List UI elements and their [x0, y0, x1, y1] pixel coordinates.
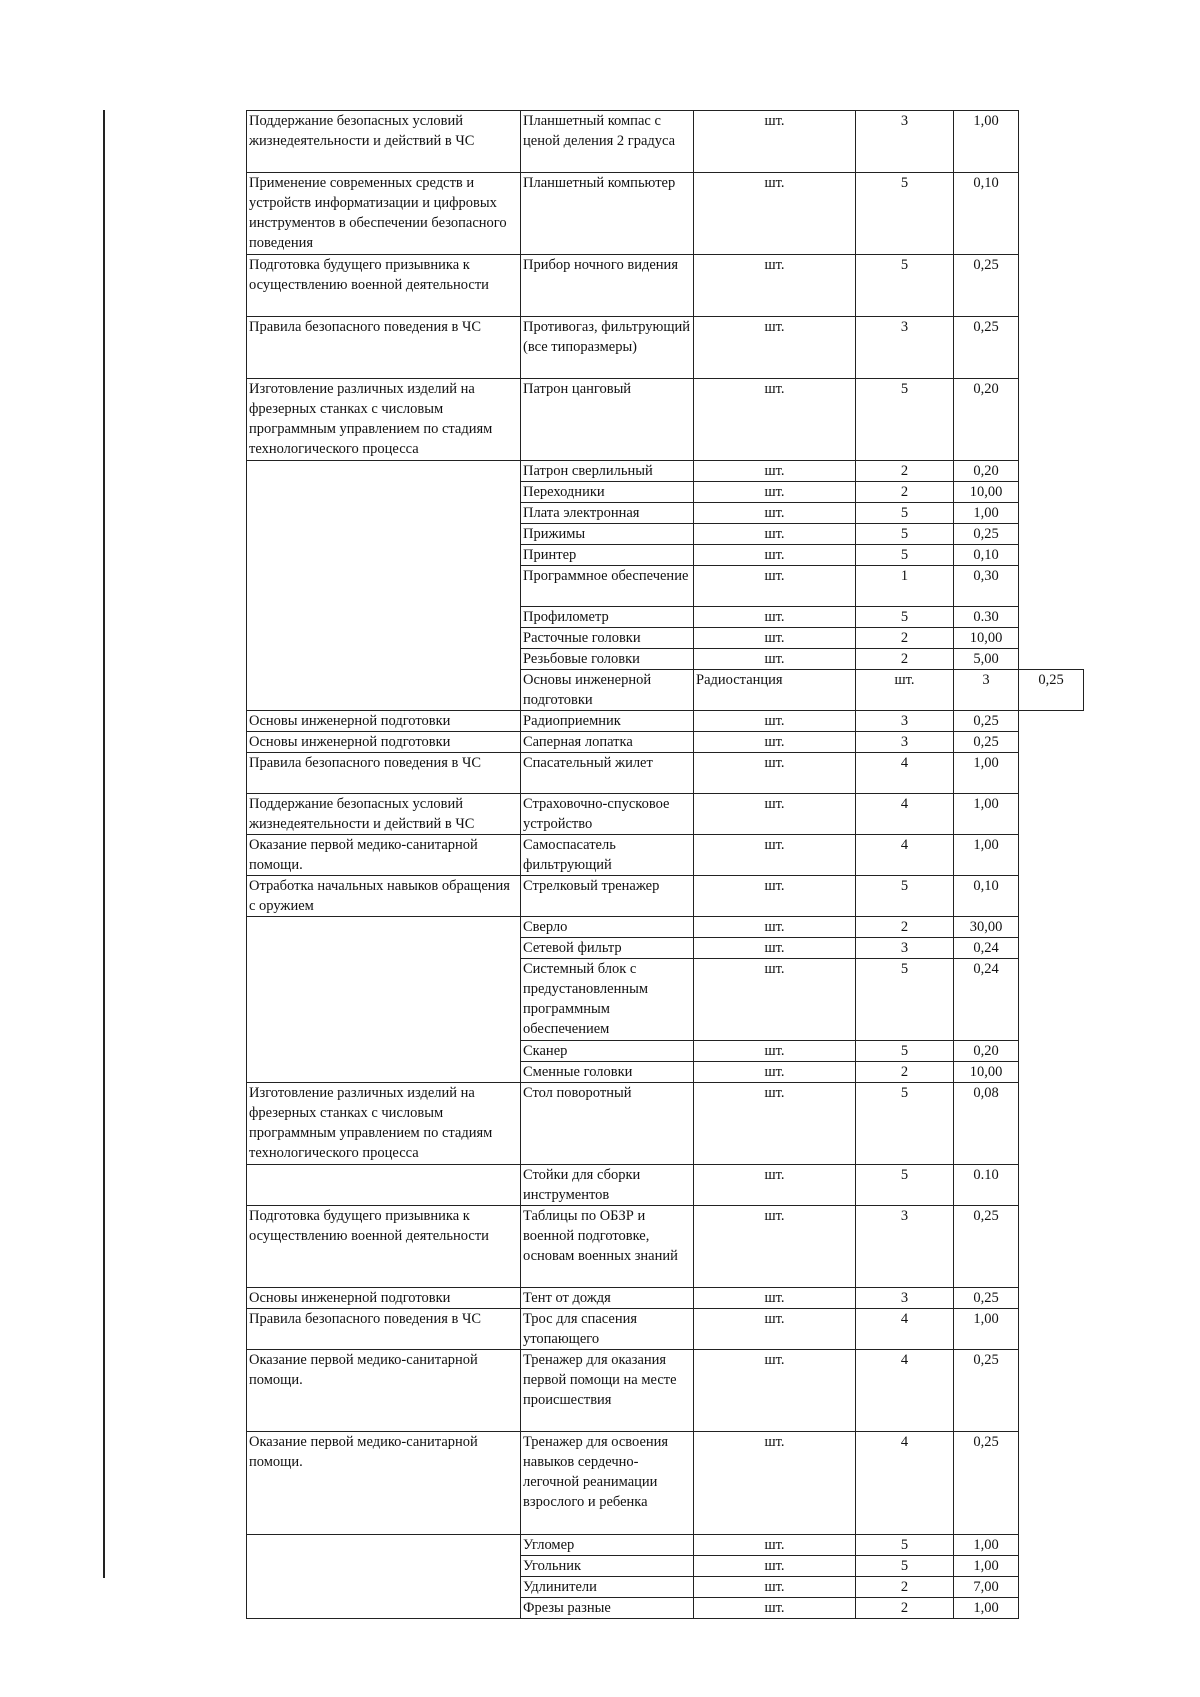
table-row	[247, 917, 1084, 938]
cell-unit: шт.	[694, 607, 856, 628]
cell-unit: шт.	[856, 670, 954, 711]
cell-unit: шт.	[694, 503, 856, 524]
cell-coefficient: 0,24	[954, 938, 1019, 959]
cell-topic: Изготовление различных изделий на фрезерных станках с числовым программным управлением по стадиям технологического процесса	[247, 379, 521, 461]
table-row	[247, 111, 1084, 173]
cell-quantity: 4	[856, 753, 954, 794]
cell-item: Тренажер для освоения навыков сердечно-легочной реанимации взрослого и ребенка	[521, 1432, 694, 1535]
cell-item: Системный блок с предустановленным программным обеспечением	[521, 959, 694, 1041]
cell-item: Фрезы разные	[521, 1598, 694, 1619]
cell-unit: шт.	[694, 1083, 856, 1165]
cell-topic: Правила безопасного поведения в ЧС	[247, 1309, 521, 1350]
cell-item: Трос для спасения утопающего	[521, 1309, 694, 1350]
table-row	[247, 255, 1084, 317]
cell-unit: шт.	[694, 938, 856, 959]
cell-coefficient: 5,00	[954, 649, 1019, 670]
table-row	[247, 732, 1084, 753]
cell-topic: Основы инженерной подготовки	[247, 711, 521, 732]
cell-quantity: 5	[856, 173, 954, 255]
cell-coefficient: 0.30	[954, 607, 1019, 628]
cell-quantity: 4	[856, 835, 954, 876]
cell-coefficient: 0,25	[954, 317, 1019, 379]
cell-item: Программное обеспечение	[521, 566, 694, 607]
cell-quantity: 3	[856, 1288, 954, 1309]
cell-quantity: 2	[856, 628, 954, 649]
cell-item: Сетевой фильтр	[521, 938, 694, 959]
table-row	[247, 876, 1084, 917]
cell-item: Сверло	[521, 917, 694, 938]
cell-coefficient: 1,00	[954, 1598, 1019, 1619]
table-row	[247, 1165, 1084, 1206]
table-row	[247, 1432, 1084, 1535]
cell-coefficient: 0,20	[954, 1041, 1019, 1062]
cell-coefficient: 1,00	[954, 1556, 1019, 1577]
table-row	[247, 1535, 1084, 1556]
cell-unit: шт.	[694, 649, 856, 670]
table-row	[247, 711, 1084, 732]
cell-coefficient: 1,00	[954, 835, 1019, 876]
cell-item: Стол поворотный	[521, 1083, 694, 1165]
cell-coefficient: 0,20	[954, 379, 1019, 461]
cell-item: Планшетный компас с ценой деления 2 градуса	[521, 111, 694, 173]
cell-item: Стрелковый тренажер	[521, 876, 694, 917]
cell-topic	[247, 1535, 521, 1619]
cell-unit: шт.	[694, 482, 856, 503]
cell-coefficient: 10,00	[954, 482, 1019, 503]
table-row	[247, 1309, 1084, 1350]
cell-coefficient: 10,00	[954, 628, 1019, 649]
cell-unit: шт.	[694, 317, 856, 379]
cell-item: Сменные головки	[521, 1062, 694, 1083]
cell-item: Тент от дождя	[521, 1288, 694, 1309]
cell-unit: шт.	[694, 959, 856, 1041]
cell-item: Страховочно-спусковое устройство	[521, 794, 694, 835]
cell-unit: шт.	[694, 1577, 856, 1598]
cell-quantity: 3	[954, 670, 1019, 711]
cell-unit: шт.	[694, 732, 856, 753]
cell-quantity: 4	[856, 794, 954, 835]
cell-item: Спасательный жилет	[521, 753, 694, 794]
cell-topic: Подготовка будущего призывника к осуществлению военной деятельности	[247, 1206, 521, 1288]
cell-coefficient: 0,08	[954, 1083, 1019, 1165]
cell-quantity: 5	[856, 1165, 954, 1206]
cell-unit: шт.	[694, 566, 856, 607]
cell-coefficient: 0,25	[954, 255, 1019, 317]
table-row	[247, 173, 1084, 255]
cell-quantity: 5	[856, 503, 954, 524]
cell-quantity: 3	[856, 732, 954, 753]
cell-unit: шт.	[694, 255, 856, 317]
table-row	[247, 1083, 1084, 1165]
cell-coefficient: 0,24	[954, 959, 1019, 1041]
table-row	[247, 753, 1084, 794]
cell-unit: шт.	[694, 461, 856, 482]
cell-item: Прибор ночного видения	[521, 255, 694, 317]
cell-unit: шт.	[694, 1165, 856, 1206]
cell-coefficient: 1,00	[954, 503, 1019, 524]
cell-quantity: 2	[856, 461, 954, 482]
cell-quantity: 5	[856, 607, 954, 628]
cell-coefficient: 0.10	[954, 1165, 1019, 1206]
cell-coefficient: 10,00	[954, 1062, 1019, 1083]
cell-item: Прижимы	[521, 524, 694, 545]
cell-unit: шт.	[694, 1535, 856, 1556]
cell-unit: шт.	[694, 111, 856, 173]
cell-topic: Основы инженерной подготовки	[247, 1288, 521, 1309]
cell-unit: шт.	[694, 1309, 856, 1350]
cell-topic	[247, 1165, 521, 1206]
cell-coefficient: 1,00	[954, 794, 1019, 835]
cell-topic: Поддержание безопасных условий жизнедеятельности и действий в ЧС	[247, 111, 521, 173]
cell-coefficient: 1,00	[954, 753, 1019, 794]
cell-topic: Оказание первой медико-санитарной помощи.	[247, 1432, 521, 1535]
cell-quantity: 2	[856, 1598, 954, 1619]
cell-quantity: 1	[856, 566, 954, 607]
cell-item: Угломер	[521, 1535, 694, 1556]
cell-quantity: 2	[856, 917, 954, 938]
cell-quantity: 2	[856, 649, 954, 670]
cell-item: Планшетный компьютер	[521, 173, 694, 255]
cell-coefficient: 0,25	[954, 1350, 1019, 1432]
cell-coefficient: 1,00	[954, 1535, 1019, 1556]
table-left-edge-continuation	[246, 1560, 247, 1580]
cell-item: Принтер	[521, 545, 694, 566]
cell-topic: Основы инженерной подготовки	[521, 670, 694, 711]
cell-unit: шт.	[694, 1206, 856, 1288]
cell-topic: Подготовка будущего призывника к осуществлению военной деятельности	[247, 255, 521, 317]
cell-item: Резьбовые головки	[521, 649, 694, 670]
cell-unit: шт.	[694, 173, 856, 255]
cell-item: Угольник	[521, 1556, 694, 1577]
cell-quantity: 5	[856, 1535, 954, 1556]
table-row	[247, 1206, 1084, 1288]
cell-quantity: 2	[856, 1577, 954, 1598]
cell-quantity: 4	[856, 1309, 954, 1350]
cell-quantity: 5	[856, 1083, 954, 1165]
cell-quantity: 5	[856, 545, 954, 566]
cell-unit: шт.	[694, 835, 856, 876]
table-row	[247, 794, 1084, 835]
cell-quantity: 3	[856, 1206, 954, 1288]
cell-item: Профилометр	[521, 607, 694, 628]
cell-item: Тренажер для оказания первой помощи на месте происшествия	[521, 1350, 694, 1432]
cell-topic: Поддержание безопасных условий жизнедеятельности и действий в ЧС	[247, 794, 521, 835]
cell-quantity: 5	[856, 379, 954, 461]
cell-quantity: 4	[856, 1432, 954, 1535]
cell-topic: Изготовление различных изделий на фрезерных станках с числовым программным управлением по стадиям технологического процесса	[247, 1083, 521, 1165]
cell-item: Патрон сверлильный	[521, 461, 694, 482]
cell-topic	[247, 917, 521, 1083]
cell-item: Стойки для сборки инструментов	[521, 1165, 694, 1206]
cell-quantity: 3	[856, 317, 954, 379]
cell-coefficient: 0,10	[954, 545, 1019, 566]
cell-unit: шт.	[694, 876, 856, 917]
cell-unit: шт.	[694, 1556, 856, 1577]
cell-unit: шт.	[694, 1041, 856, 1062]
cell-coefficient: 0,30	[954, 566, 1019, 607]
cell-unit: шт.	[694, 1062, 856, 1083]
cell-unit: шт.	[694, 524, 856, 545]
cell-quantity: 5	[856, 1041, 954, 1062]
table-row	[247, 835, 1084, 876]
cell-topic: Правила безопасного поведения в ЧС	[247, 317, 521, 379]
cell-coefficient: 0,25	[1019, 670, 1084, 711]
cell-item: Плата электронная	[521, 503, 694, 524]
cell-unit: шт.	[694, 711, 856, 732]
cell-quantity: 5	[856, 524, 954, 545]
cell-unit: шт.	[694, 1432, 856, 1535]
cell-quantity: 2	[856, 1062, 954, 1083]
cell-coefficient: 0,25	[954, 732, 1019, 753]
cell-item: Переходники	[521, 482, 694, 503]
cell-item: Расточные головки	[521, 628, 694, 649]
cell-topic: Отработка начальных навыков обращения с оружием	[247, 876, 521, 917]
cell-quantity: 5	[856, 1556, 954, 1577]
cell-quantity: 3	[856, 938, 954, 959]
cell-coefficient: 0,25	[954, 1288, 1019, 1309]
table-row	[247, 1288, 1084, 1309]
cell-coefficient: 1,00	[954, 111, 1019, 173]
table-row	[247, 1350, 1084, 1432]
cell-quantity: 4	[856, 1350, 954, 1432]
cell-topic: Применение современных средств и устройств информатизации и цифровых инструментов в обеспечении безопасного поведения	[247, 173, 521, 255]
cell-topic: Основы инженерной подготовки	[247, 732, 521, 753]
cell-topic	[247, 461, 521, 711]
cell-quantity: 3	[856, 711, 954, 732]
cell-coefficient: 0,10	[954, 876, 1019, 917]
cell-unit: шт.	[694, 753, 856, 794]
table-body	[247, 111, 1084, 1619]
cell-unit: шт.	[694, 545, 856, 566]
cell-unit: шт.	[694, 379, 856, 461]
cell-topic: Правила безопасного поведения в ЧС	[247, 753, 521, 794]
cell-coefficient: 0,10	[954, 173, 1019, 255]
cell-item: Таблицы по ОБЗР и военной подготовке, основам военных знаний	[521, 1206, 694, 1288]
equipment-table	[246, 110, 1084, 1619]
cell-unit: шт.	[694, 917, 856, 938]
cell-topic: Оказание первой медико-санитарной помощи.	[247, 835, 521, 876]
cell-quantity: 2	[856, 482, 954, 503]
cell-quantity: 3	[856, 111, 954, 173]
cell-coefficient: 0,20	[954, 461, 1019, 482]
cell-coefficient: 30,00	[954, 917, 1019, 938]
cell-quantity: 5	[856, 255, 954, 317]
cell-unit: шт.	[694, 794, 856, 835]
cell-coefficient: 0,25	[954, 711, 1019, 732]
cell-quantity: 5	[856, 876, 954, 917]
cell-item: Удлинители	[521, 1577, 694, 1598]
cell-item: Самоспасатель фильтрующий	[521, 835, 694, 876]
cell-unit: шт.	[694, 1288, 856, 1309]
cell-item: Противогаз, фильтрующий (все типоразмеры)	[521, 317, 694, 379]
cell-coefficient: 0,25	[954, 1206, 1019, 1288]
cell-unit: шт.	[694, 1350, 856, 1432]
table-row	[247, 317, 1084, 379]
cell-coefficient: 7,00	[954, 1577, 1019, 1598]
cell-item: Патрон цанговый	[521, 379, 694, 461]
left-margin-line	[103, 110, 105, 1578]
cell-unit: шт.	[694, 1598, 856, 1619]
table-row	[247, 461, 1084, 482]
cell-quantity: 5	[856, 959, 954, 1041]
cell-coefficient: 0,25	[954, 524, 1019, 545]
cell-item: Саперная лопатка	[521, 732, 694, 753]
table-row	[247, 379, 1084, 461]
cell-item: Сканер	[521, 1041, 694, 1062]
cell-item: Радиоприемник	[521, 711, 694, 732]
cell-coefficient: 1,00	[954, 1309, 1019, 1350]
cell-item: Радиостанция	[694, 670, 856, 711]
cell-coefficient: 0,25	[954, 1432, 1019, 1535]
cell-unit: шт.	[694, 628, 856, 649]
cell-topic: Оказание первой медико-санитарной помощи.	[247, 1350, 521, 1432]
